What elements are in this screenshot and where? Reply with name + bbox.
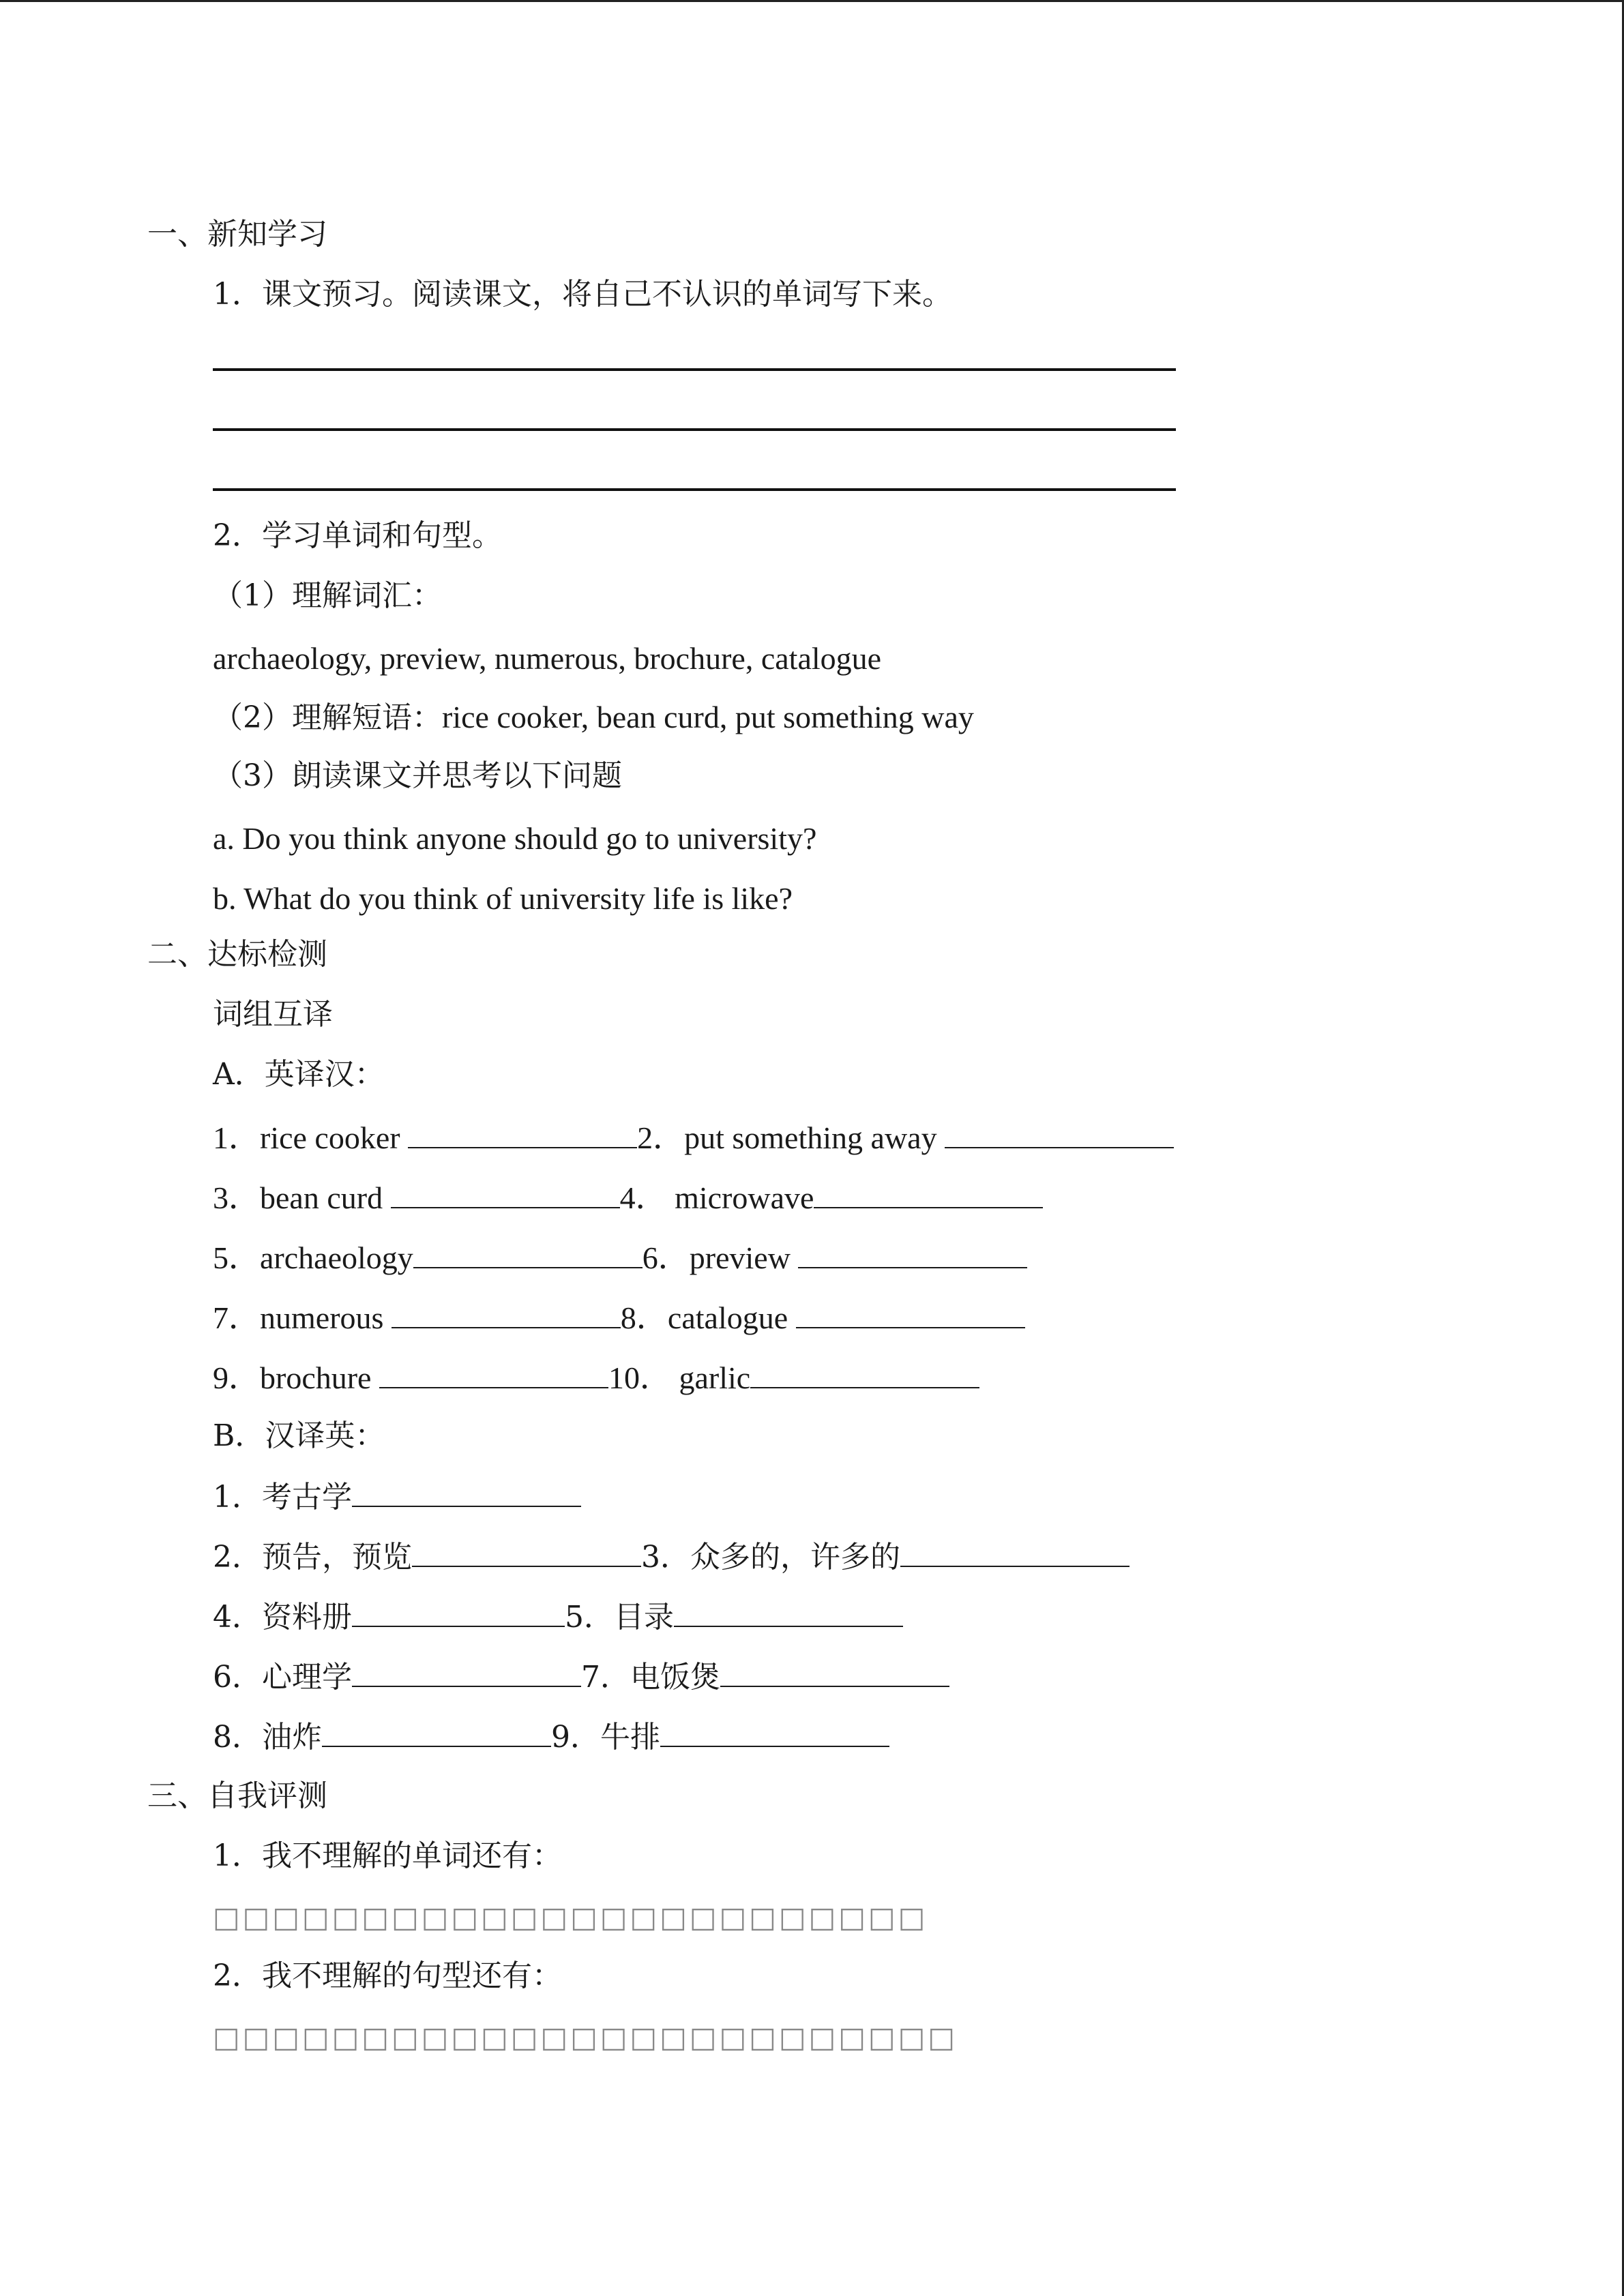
- section-1-title: 一、新知学习: [147, 217, 327, 252]
- part-a-row-5: [213, 1357, 979, 1399]
- phrase-line: [213, 697, 974, 739]
- part-b-item-4: 4．资料册: [213, 1600, 352, 1635]
- phrase-label: （2）理解短语：: [213, 700, 442, 735]
- part-a-item-3: 3．bean curd: [213, 1180, 391, 1215]
- word-boxes[interactable]: □□□□□□□□□□□□□□□□□□□□□□□□: [213, 1900, 928, 1934]
- part-b-label: B．汉译英：: [213, 1418, 385, 1453]
- part-a-row-3: [213, 1237, 1027, 1279]
- answer-blank[interactable]: [391, 1177, 620, 1208]
- part-b-item-1: 1．考古学: [213, 1480, 352, 1515]
- sentence-boxes[interactable]: □□□□□□□□□□□□□□□□□□□□□□□□□: [213, 2021, 958, 2054]
- part-b-item-3: 3．众多的，许多的: [641, 1540, 900, 1575]
- part-b-item-7: 7．电饭煲: [581, 1660, 720, 1695]
- part-a-row-1: [213, 1117, 1174, 1159]
- answer-blank[interactable]: [379, 1357, 608, 1388]
- answer-blank[interactable]: [408, 1117, 637, 1148]
- part-a-item-10: 10． garlic: [608, 1360, 751, 1395]
- part-a-item-7: 7．numerous: [213, 1300, 392, 1335]
- section-3-title: 三、自我评测: [147, 1778, 327, 1813]
- answer-blank[interactable]: [352, 1656, 581, 1687]
- part-a-item-4: 4． microwave: [619, 1180, 814, 1215]
- answer-blank[interactable]: [352, 1476, 581, 1507]
- part-b-row-2: [213, 1536, 1130, 1578]
- vocab-label: （1）理解词汇：: [213, 578, 442, 613]
- answer-blank[interactable]: [720, 1656, 949, 1687]
- answer-blank[interactable]: [900, 1536, 1130, 1567]
- part-a-item-8: 8．catalogue: [620, 1300, 796, 1335]
- section-3-question-2: 2．我不理解的句型还有：: [213, 1958, 562, 1993]
- part-a-label: A．英译汉：: [213, 1057, 385, 1092]
- answer-blank[interactable]: [798, 1237, 1027, 1268]
- writing-line-2[interactable]: [213, 428, 1176, 431]
- section-2-title: 二、达标检测: [147, 937, 327, 972]
- part-b-row-3: [213, 1596, 903, 1638]
- section-1-question-2: 2．学习单词和句型。: [213, 518, 502, 553]
- writing-line-1[interactable]: [213, 368, 1176, 371]
- part-a-item-9: 9．brochure: [213, 1360, 379, 1395]
- part-b-item-8: 8．油炸: [213, 1720, 322, 1755]
- part-a-item-1: 1．rice cooker: [213, 1120, 409, 1155]
- part-a-row-4: [213, 1297, 1025, 1339]
- section-3-question-1: 1．我不理解的单词还有：: [213, 1838, 562, 1873]
- part-b-row-4: [213, 1656, 949, 1698]
- answer-blank[interactable]: [392, 1297, 621, 1328]
- part-a-item-2: 2．put something away: [637, 1120, 945, 1155]
- section-2-subtitle: 词组互译: [213, 997, 333, 1032]
- answer-blank[interactable]: [750, 1357, 979, 1388]
- answer-blank[interactable]: [796, 1297, 1025, 1328]
- part-b-item-5: 5．目录: [565, 1600, 674, 1635]
- section-1-question-1: 1．课文预习。阅读课文，将自己不认识的单词写下来。: [213, 277, 952, 312]
- part-b-item-9: 9．牛排: [551, 1720, 660, 1755]
- part-b-row-1: [213, 1476, 581, 1518]
- answer-blank[interactable]: [352, 1596, 565, 1627]
- part-b-item-2: 2．预告，预览: [213, 1540, 412, 1575]
- part-a-item-5: 5．archaeology: [213, 1240, 413, 1275]
- writing-line-3[interactable]: [213, 488, 1176, 491]
- answer-blank[interactable]: [322, 1716, 551, 1747]
- answer-blank[interactable]: [674, 1596, 903, 1627]
- answer-blank[interactable]: [412, 1536, 641, 1567]
- answer-blank[interactable]: [660, 1716, 889, 1747]
- part-a-item-6: 6．preview: [642, 1240, 799, 1275]
- vocab-list: archaeology, preview, numerous, brochure, catalogue: [213, 641, 882, 676]
- phrase-list: rice cooker, bean curd, put something way: [442, 700, 974, 734]
- part-b-row-5: [213, 1716, 889, 1758]
- question-a: a. Do you think anyone should go to university?: [213, 821, 817, 856]
- read-label: （3）朗读课文并思考以下问题: [213, 758, 622, 793]
- part-b-item-6: 6．心理学: [213, 1660, 352, 1695]
- question-b: b. What do you think of university life is like?: [213, 881, 793, 916]
- answer-blank[interactable]: [945, 1117, 1174, 1148]
- answer-blank[interactable]: [814, 1177, 1043, 1208]
- answer-blank[interactable]: [413, 1237, 643, 1268]
- part-a-row-2: [213, 1177, 1043, 1219]
